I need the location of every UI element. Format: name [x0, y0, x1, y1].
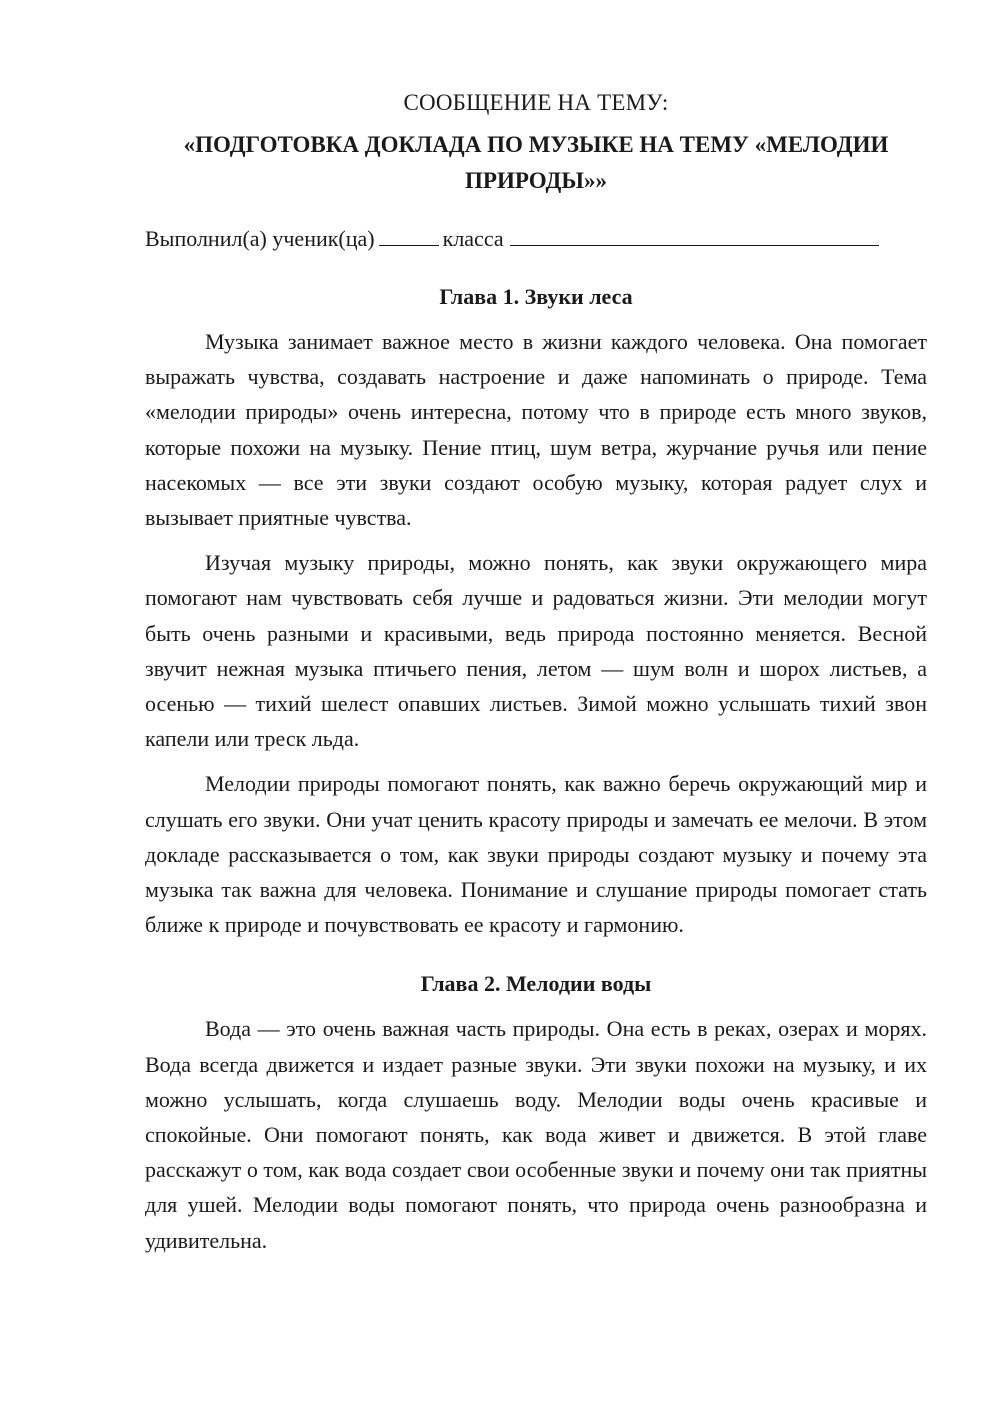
- chapter-2-paragraph-1: Вода — это очень важная часть природы. Она есть в реках, озерах и морях. Вода всегда движется и издает разные звуки. Эти звуки похожи на музыку, и их можно услышать, когда слушаешь воду. Мелодии воды очень красивые и спокойные. Они помогают понять, как вода живет и движется. В этой главе расскажут о том, как вода создает свои особенные звуки и почему они так приятны для ушей. Мелодии воды помогают понять, что природа очень разнообразна и удивительна.: [145, 1016, 927, 1253]
- report-title: [145, 127, 927, 199]
- author-line: [145, 223, 927, 254]
- report-title-line-2: ПРИРОДЫ»»: [465, 168, 607, 193]
- report-type-label: СООБЩЕНИЕ НА ТЕМУ:: [403, 90, 669, 115]
- student-name-blank: [510, 223, 879, 246]
- class-number-blank: [379, 223, 439, 246]
- author-prefix: Выполнил(а) ученик(ца): [145, 226, 375, 251]
- chapter-1-paragraph-3: Мелодии природы помогают понять, как важно беречь окружающий мир и слушать его звуки. Они учат ценить красоту природы и замечать ее мелочи. В этом докладе рассказывается о том, как звуки природы создают музыку и почему эта музыка так важна для человека. Понимание и слушание природы помогает стать ближе к природе и почувствовать ее красоту и гармонию.: [145, 771, 927, 938]
- chapter-2-heading: Глава 2. Мелодии воды: [420, 971, 652, 997]
- chapter-1-heading: Глава 1. Звуки леса: [439, 284, 633, 309]
- report-title-line-1: «ПОДГОТОВКА ДОКЛАДА ПО МУЗЫКЕ НА ТЕМУ «МЕЛОДИИ: [183, 132, 889, 157]
- document-page: [145, 88, 927, 1258]
- class-label: класса: [442, 226, 504, 251]
- chapter-1-paragraph-2: Изучая музыку природы, можно понять, как звуки окружающего мира помогают нам чувствовать себя лучше и радоваться жизни. Эти мелодии могут быть очень разными и красивыми, ведь природа постоянно меняется. Весной звучит нежная музыка птичьего пения, летом — шум волн и шорох листьев, а осенью — тихий шелест опавших листьев. Зимой можно услышать тихий звон капели или треск льда.: [145, 550, 927, 752]
- chapter-1-paragraph-1: Музыка занимает важное место в жизни каждого человека. Она помогает выражать чувства, создавать настроение и даже напоминать о природе. Тема «мелодии природы» очень интересна, потому что в природе есть много звуков, которые похожи на музыку. Пение птиц, шум ветра, журчание ручья или пение насекомых — все эти звуки создают особую музыку, которая радует слух и вызывает приятные чувства.: [145, 329, 927, 531]
